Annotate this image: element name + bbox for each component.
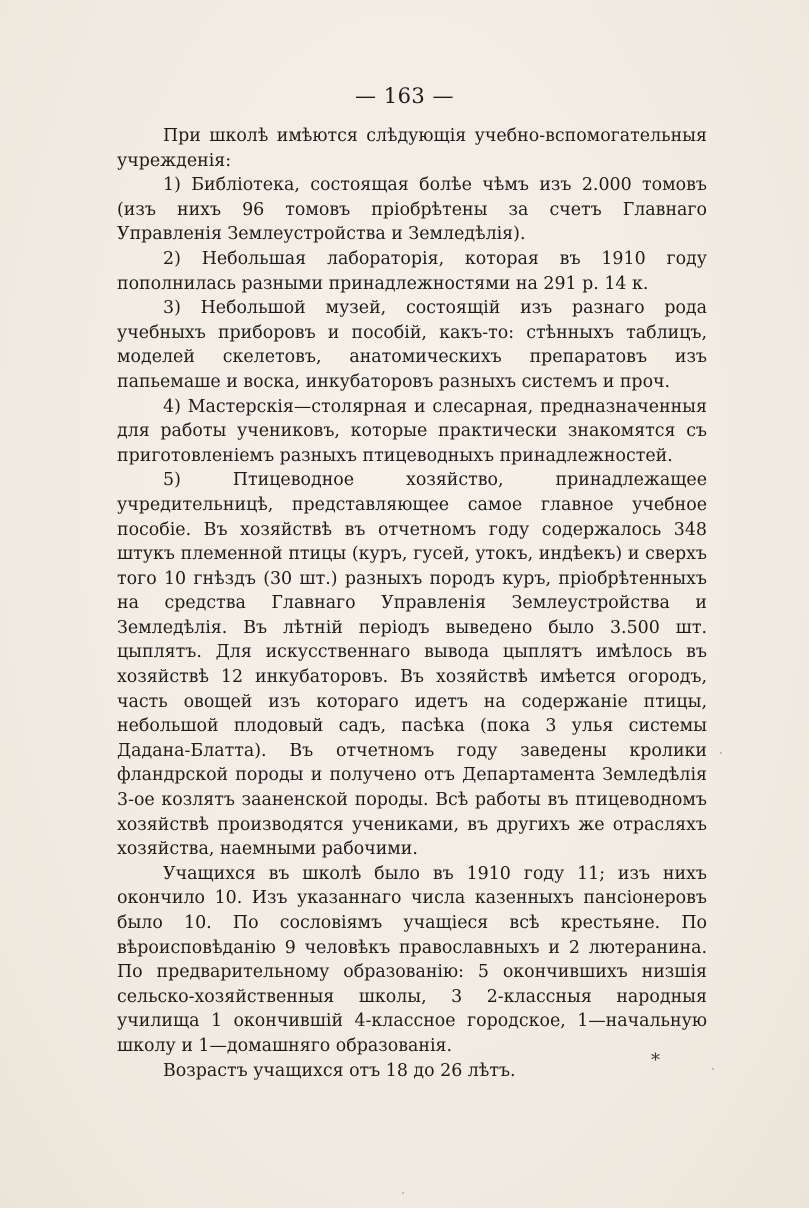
paragraph-intro: При школѣ имѣются слѣдующія учебно-вспомогательныя учрежденія: bbox=[117, 126, 707, 171]
body-text bbox=[117, 124, 707, 1083]
paragraph-workshops: 4) Мастерскія—столярная и слесарная, предназначенныя для работы учениковъ, которые практически знакомятся съ приготовленіемъ разныхъ птицеводныхъ принадлежностей. bbox=[117, 396, 707, 466]
paragraph-age: Возрастъ учащихся отъ 18 до 26 лѣтъ. bbox=[163, 1060, 516, 1081]
paragraph-laboratory: 2) Небольшая лабораторія, которая въ 1910 году пополнилась разными принадлежностями на 291 р. 14 к. bbox=[117, 248, 707, 294]
page-number: — 163 — bbox=[355, 84, 454, 108]
paragraph-library: 1) Библіотека, состоящая болѣе чѣмъ изъ 2.000 томовъ (изъ нихъ 96 томовъ пріобрѣтены за счетъ Главнаго Управленія Землеустройства и Земледѣлія). bbox=[117, 175, 707, 245]
paragraph-poultry-farm: 5) Птицеводное хозяйство, принадлежащее учредительницѣ, представляющее самое главное учебное пособіе. Въ хозяйствѣ въ отчетномъ году содержалось 348 штукъ племенной птицы (куръ, гусей, утокъ, индѣекъ) и сверхъ того 10 гнѣздъ (30 шт.) разныхъ породъ куръ, пріобрѣтенныхъ на средства Главнаго Управленія Землеустройства и Земледѣлія. Въ лѣтній періодъ выведено было 3.500 шт. цыплятъ. Для искусственнаго вывода цыплятъ имѣлось въ хозяйствѣ 12 инкубаторовъ. Въ хозяйствѣ имѣется огородъ, часть овощей изъ котораго идетъ на содержаніе птицы, небольшой плодовый садъ, пасѣка (пока 3 улья системы Дадана-Блатта). Въ отчетномъ году заведены кролики фландрской породы и получено отъ Департамента Земледѣлія 3-ое козлятъ зааненской породы. Всѣ работы въ птицеводномъ хозяйствѣ производятся учениками, въ другихъ же отрасляхъ хозяйства, наемными рабочими. bbox=[117, 470, 707, 860]
paragraph-museum: 3) Небольшой музей, состоящій изъ разнаго рода учебныхъ приборовъ и пособій, какъ-то: стѣнныхъ таблицъ, моделей скелетовъ, анатомическихъ препаратовъ изъ папьемаше и воска, инкубаторовъ разныхъ системъ и проч. bbox=[117, 298, 707, 392]
paper-speck bbox=[712, 1068, 714, 1070]
paper-speck bbox=[402, 1192, 404, 1194]
footer-asterisk: * bbox=[651, 1050, 660, 1071]
paragraph-students: Учащихся въ школѣ было въ 1910 году 11; изъ нихъ окончило 10. Изъ указаннаго числа казенныхъ пансіонеровъ было 10. По сословіямъ учащіеся всѣ крестьяне. По вѣроисповѣданію 9 человѣкъ православныхъ и 2 лютеранина. По предварительному образованію: 5 окончившихъ низшія сельско-хозяйственныя школы, 3 2-классныя народныя училища 1 окончившій 4-классное городское, 1—начальную школу и 1—домашняго образованія. bbox=[117, 863, 707, 1056]
paper-speck bbox=[720, 752, 722, 754]
